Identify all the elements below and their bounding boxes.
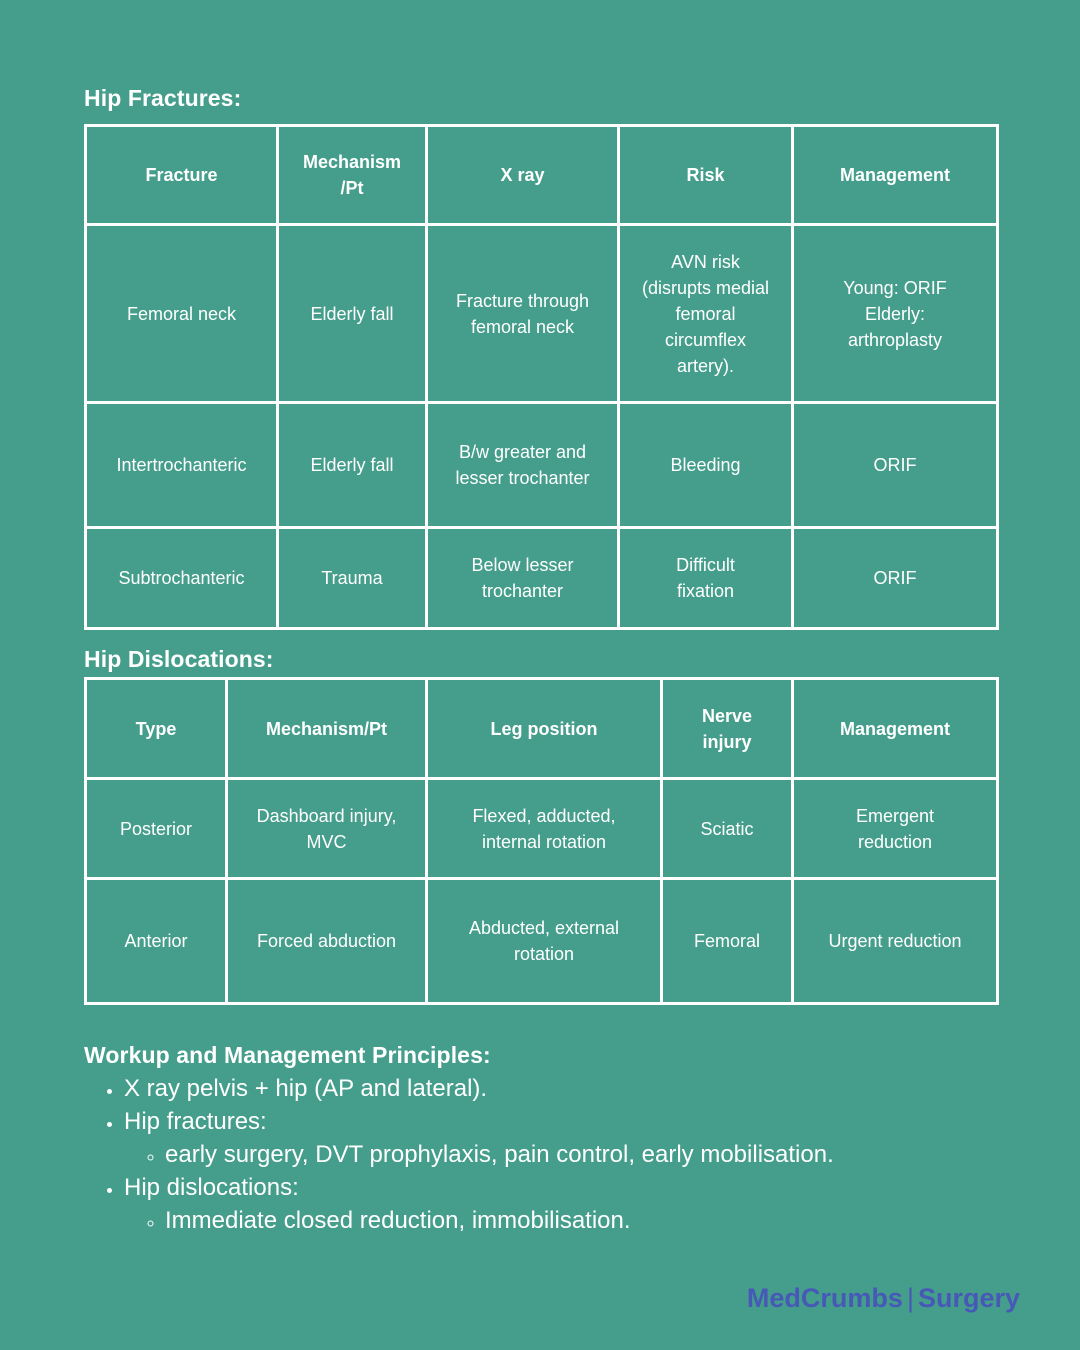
table-row [86, 779, 998, 879]
brand-name: MedCrumbs [746, 1283, 903, 1313]
hip-dislocations-title: Hip Dislocations: [84, 646, 274, 672]
header-management: Management [793, 679, 998, 779]
header-mechanism: Mechanism /Pt [278, 126, 427, 225]
cell-xray: B/w greater and lesser trochanter [427, 403, 619, 528]
table-row [86, 879, 998, 1004]
cell-mechanism: Forced abduction [227, 879, 427, 1004]
header-fracture: Fracture [86, 126, 278, 225]
brand-section: Surgery [917, 1283, 1020, 1313]
list-item-label: Hip fractures: [124, 1108, 267, 1135]
hip-fractures-table [84, 124, 999, 630]
header-leg-position: Leg position [427, 679, 662, 779]
cell-fracture: Femoral neck [86, 225, 278, 403]
table-row [86, 225, 998, 403]
list-item [124, 1171, 834, 1237]
cell-nerve-injury: Sciatic [662, 779, 793, 879]
cell-leg-position: Flexed, adducted, internal rotation [427, 779, 662, 879]
table-header-row [86, 126, 998, 225]
cell-management: ORIF [793, 528, 998, 629]
hip-fractures-title: Hip Fractures: [84, 85, 242, 111]
list-item: ◦ Immediate closed reduction, immobilisation. [165, 1204, 834, 1237]
cell-mechanism: Elderly fall [278, 225, 427, 403]
cell-type: Anterior [86, 879, 227, 1004]
workup-title: Workup and Management Principles: [84, 1042, 491, 1068]
cell-management: Emergent reduction [793, 779, 998, 879]
cell-xray: Below lesser trochanter [427, 528, 619, 629]
cell-fracture: Subtrochanteric [86, 528, 278, 629]
cell-nerve-injury: Femoral [662, 879, 793, 1004]
header-type: Type [86, 679, 227, 779]
table-header-row [86, 679, 998, 779]
brand-separator: | [906, 1283, 914, 1313]
hip-dislocations-table [84, 677, 999, 1005]
header-xray: X ray [427, 126, 619, 225]
cell-risk: Bleeding [619, 403, 793, 528]
cell-mechanism: Dashboard injury, MVC [227, 779, 427, 879]
list-item: • X ray pelvis + hip (AP and lateral). [124, 1072, 834, 1105]
table-row [86, 528, 998, 629]
list-item: ◦ early surgery, DVT prophylaxis, pain control, early mobilisation. [165, 1138, 834, 1171]
cell-management: Young: ORIF Elderly: arthroplasty [793, 225, 998, 403]
cell-management: Urgent reduction [793, 879, 998, 1004]
cell-xray: Fracture through femoral neck [427, 225, 619, 403]
cell-mechanism: Trauma [278, 528, 427, 629]
header-management: Management [793, 126, 998, 225]
list-item [124, 1105, 834, 1171]
header-mechanism: Mechanism/Pt [227, 679, 427, 779]
brand-logo [747, 1283, 1020, 1314]
header-nerve-injury: Nerve injury [662, 679, 793, 779]
cell-risk: Difficult fixation [619, 528, 793, 629]
header-risk: Risk [619, 126, 793, 225]
cell-fracture: Intertrochanteric [86, 403, 278, 528]
workup-list [84, 1072, 834, 1237]
cell-risk: AVN risk (disrupts medial femoral circumflex artery). [619, 225, 793, 403]
cell-leg-position: Abducted, external rotation [427, 879, 662, 1004]
sub-list [124, 1138, 834, 1171]
cell-type: Posterior [86, 779, 227, 879]
cell-mechanism: Elderly fall [278, 403, 427, 528]
cell-management: ORIF [793, 403, 998, 528]
table-row [86, 403, 998, 528]
sub-list [124, 1204, 834, 1237]
list-item-label: Hip dislocations: [124, 1174, 299, 1201]
